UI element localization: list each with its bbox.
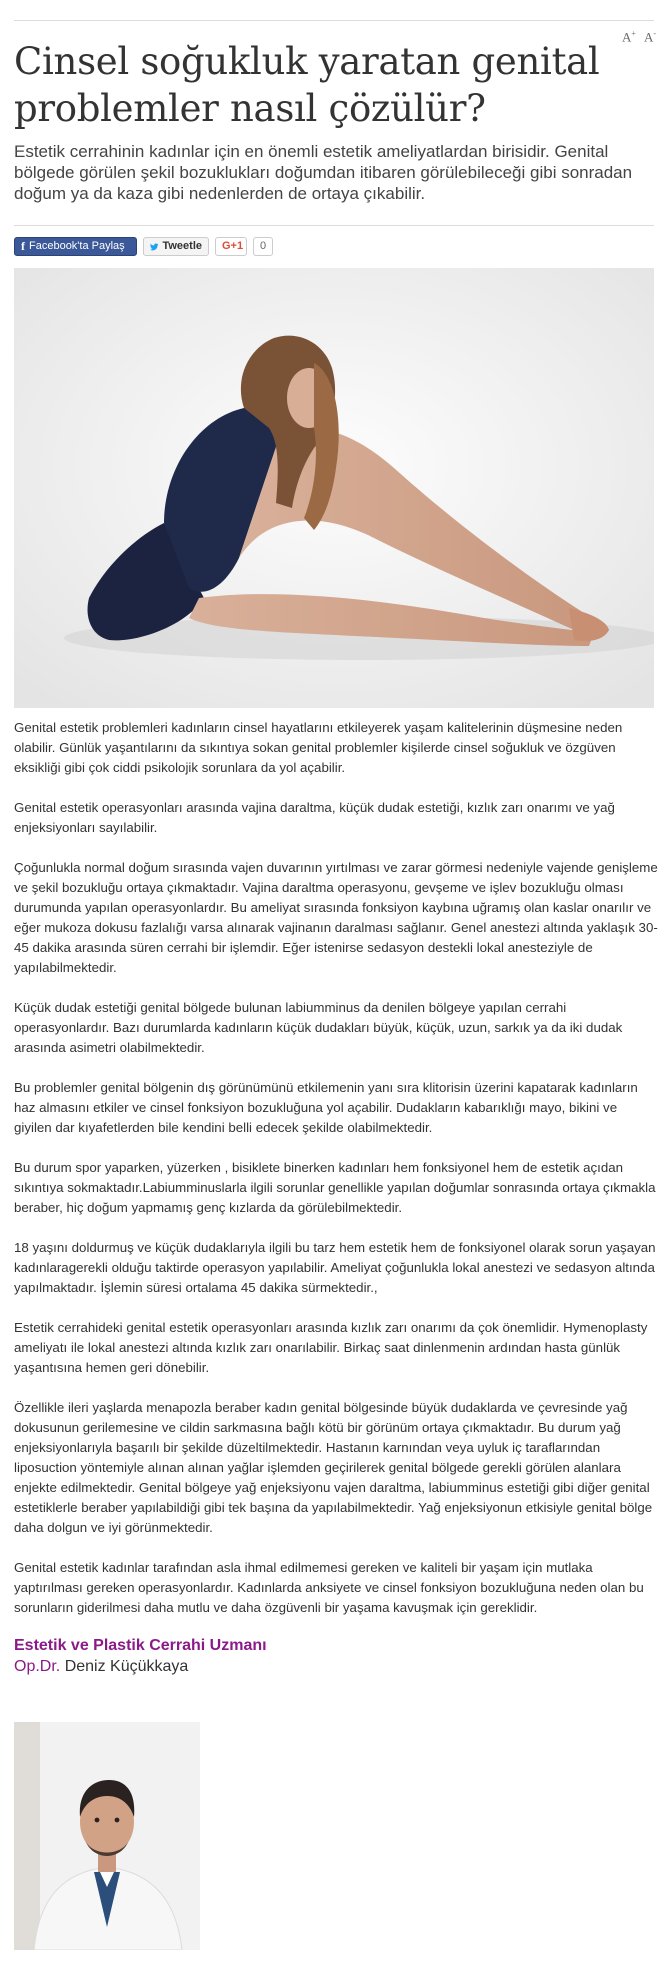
google-plus-button[interactable]: [215, 237, 247, 256]
google-plus-label: G+1: [222, 240, 244, 252]
article-lead: Estetik cerrahinin kadınlar için en önemli estetik ameliyatlardan birisidir. Genital bölgede görülen şekil bozuklukları doğumdan itibaren görülebileceği gibi sonradan doğum ya da kaza gibi nedenlerden de ortaya çıkabilir.: [14, 142, 633, 203]
font-size-tools: [622, 29, 656, 45]
article-paragraph: 18 yaşını doldurmuş ve küçük dudaklarıyla ilgili bu tarz hem estetik hem de fonksiyonel olarak sorun yaşayan kadınlaragerekli olduğu taktirde operasyon yapılabilir. Ameliyat çoğunlukla lokal anestezi ve sedasyon altında yapılmaktadır. İşlemin süresi ortalama 45 dakika sürmektedir.,: [14, 1240, 656, 1295]
font-increase-mark: +: [631, 29, 636, 38]
article-paragraph: Genital estetik operasyonları arasında vajina daraltma, küçük dudak estetiği, kızlık zarı onarımı ve yağ enjeksiyonları sayılabilir.: [14, 800, 615, 835]
article-paragraph: Küçük dudak estetiği genital bölgede bulunan labiumminus da denilen bölgeye yapılan cerrahi operasyonlardır. Bazı durumlarda kadınların küçük dudakları büyük, küçük, uzun, sarkık ya da iki dudak arasında asimetri olabilmektedir.: [14, 1000, 623, 1055]
facebook-share-label: Facebook'ta Paylaş: [29, 240, 125, 252]
article-body: [14, 718, 658, 1638]
font-decrease-label: A: [643, 29, 654, 45]
article-paragraph: Bu problemler genital bölgenin dış görünümünü etkilemenin yanı sıra klitorisin üzerini kapatarak kadınların haz almasını etkiler ve cinsel fonksiyon bozukluğuna yol açabilir. Dudakların kabarıklığı mayo, bikini ve giyilen dar kıyafetlerden bile kendini belli edecek şekilde olabilmektedir.: [14, 1080, 638, 1135]
facebook-icon: f: [21, 239, 25, 253]
article-paragraph: Bu durum spor yaparken, yüzerken , bisiklete binerken kadınları hem fonksiyonel hem de estetik açıdan sıkıntıya sokmaktadır.Labiumminuslarla ilgili sorunlar genellikle yapılan doğumlar sonrasında ortaya çıkmakla beraber, hiç doğum yapmamış genç kızlarda da görülebilmektedir.: [14, 1160, 656, 1215]
woman-seated-photo: [14, 268, 654, 708]
page-title: Cinsel soğukluk yaratan genital problemler nasıl çözülür?: [14, 40, 600, 130]
doctor-photo: [14, 1722, 200, 1950]
article-hero-image: [14, 268, 654, 708]
lead-divider: [14, 225, 654, 226]
article-paragraph: Çoğunlukla normal doğum sırasında vajen duvarının yırtılması ve zarar görmesi nedeniyle vajende genişleme ve şekil bozukluğu ortaya çıkmaktadır. Vajina daraltma operasyonu, gevşeme ve işlev bozukluğu olması durumunda yapılan operasyonlardır. Bu ameliyat sırasında fonksiyon kaybına uğramış olan kaslar onarılır ve eğer mukoza dokusu fazlalığı varsa alınarak vajinanın daralması sağlanır. Genel anestezi altında yaklaşık 30-45 dakika arasında süren cerrahi bir işlemdir. Eğer istenirse sedasyon destekli lokal anesteziyle de yapılabilmektedir.: [14, 860, 658, 975]
font-decrease-mark: -: [653, 29, 656, 38]
google-plus-count: 0: [253, 237, 273, 256]
author-title-prefix: Op.Dr.: [14, 1658, 61, 1675]
author-name-line: [14, 1658, 188, 1676]
article-paragraph: Genital estetik kadınlar tarafından asla ihmal edilmemesi gereken ve kaliteli bir yaşam için mutlaka yaptırılması gereken operasyonlardır. Kadınlarda anksiyete ve cinsel fonksiyon bozukluğuna neden olan bu sorunların giderilmesi daha mutlu ve daha özgüvenli bir yaşama kavuşmak için gereklidir.: [14, 1560, 644, 1615]
author-name: Deniz Küçükkaya: [64, 1658, 189, 1675]
font-increase-label: A: [622, 29, 632, 45]
tweet-label: Tweetle: [162, 240, 202, 252]
twitter-bird-icon: [150, 242, 158, 252]
top-divider: [14, 20, 654, 21]
share-bar: [14, 237, 273, 256]
article-paragraph: Genital estetik problemleri kadınların cinsel hayatlarını etkileyerek yaşam kalitelerinin düşmesine neden olabilir. Günlük yaşantılarını da sıkıntıya sokan genital problemler kişilerde cinsel soğukluk ve özgüven eksikliği gibi çok ciddi psikolojik sorunlara da yol açabilir.: [14, 720, 623, 775]
font-decrease-button[interactable]: [644, 29, 656, 45]
font-increase-button[interactable]: [622, 29, 636, 45]
author-specialty: Estetik ve Plastik Cerrahi Uzmanı: [14, 1637, 267, 1654]
tweet-button[interactable]: [143, 237, 209, 256]
author-portrait: [14, 1722, 200, 1950]
facebook-share-button[interactable]: [14, 237, 137, 256]
article-paragraph: Estetik cerrahideki genital estetik operasyonları arasında kızlık zarı onarımı da çok önemlidir. Hymenoplasty ameliyatı ile lokal anestezi altında kızlık zarı onarılabilir. Birkaç saat dinlenmenin ardından hasta günlük yaşantısına hemen geri dönebilir.: [14, 1320, 648, 1375]
article-paragraph: Özellikle ileri yaşlarda menapozla beraber kadın genital bölgesinde büyük dudaklarda ve çevresinde yağ dokusunun gerilemesine ve cildin sarkmasına bağlı kötü bir görünüm ortaya çıkmaktadır. Bu durum yağ enjeksiyonlarıyla başarılı bir şekilde düzeltilmektedir. Hastanın karnından veya uyluk iç taraflarından liposuction yöntemiyle alınan alınan yağlar işlemden geçirilerek genital bölgede gerekli görülen alanlara enjekte edilmektedir. Genital bölgeye yağ enjeksiyonu vajen daraltma, labiumminus estetiği gibi diğer genital estetiklerle beraber yapılabildiği gibi tek başına da yapılabilmektedir. Yağ enjeksiyonun etkisiyle genital bölge daha dolgun ve iyi görünmektedir.: [14, 1400, 653, 1535]
